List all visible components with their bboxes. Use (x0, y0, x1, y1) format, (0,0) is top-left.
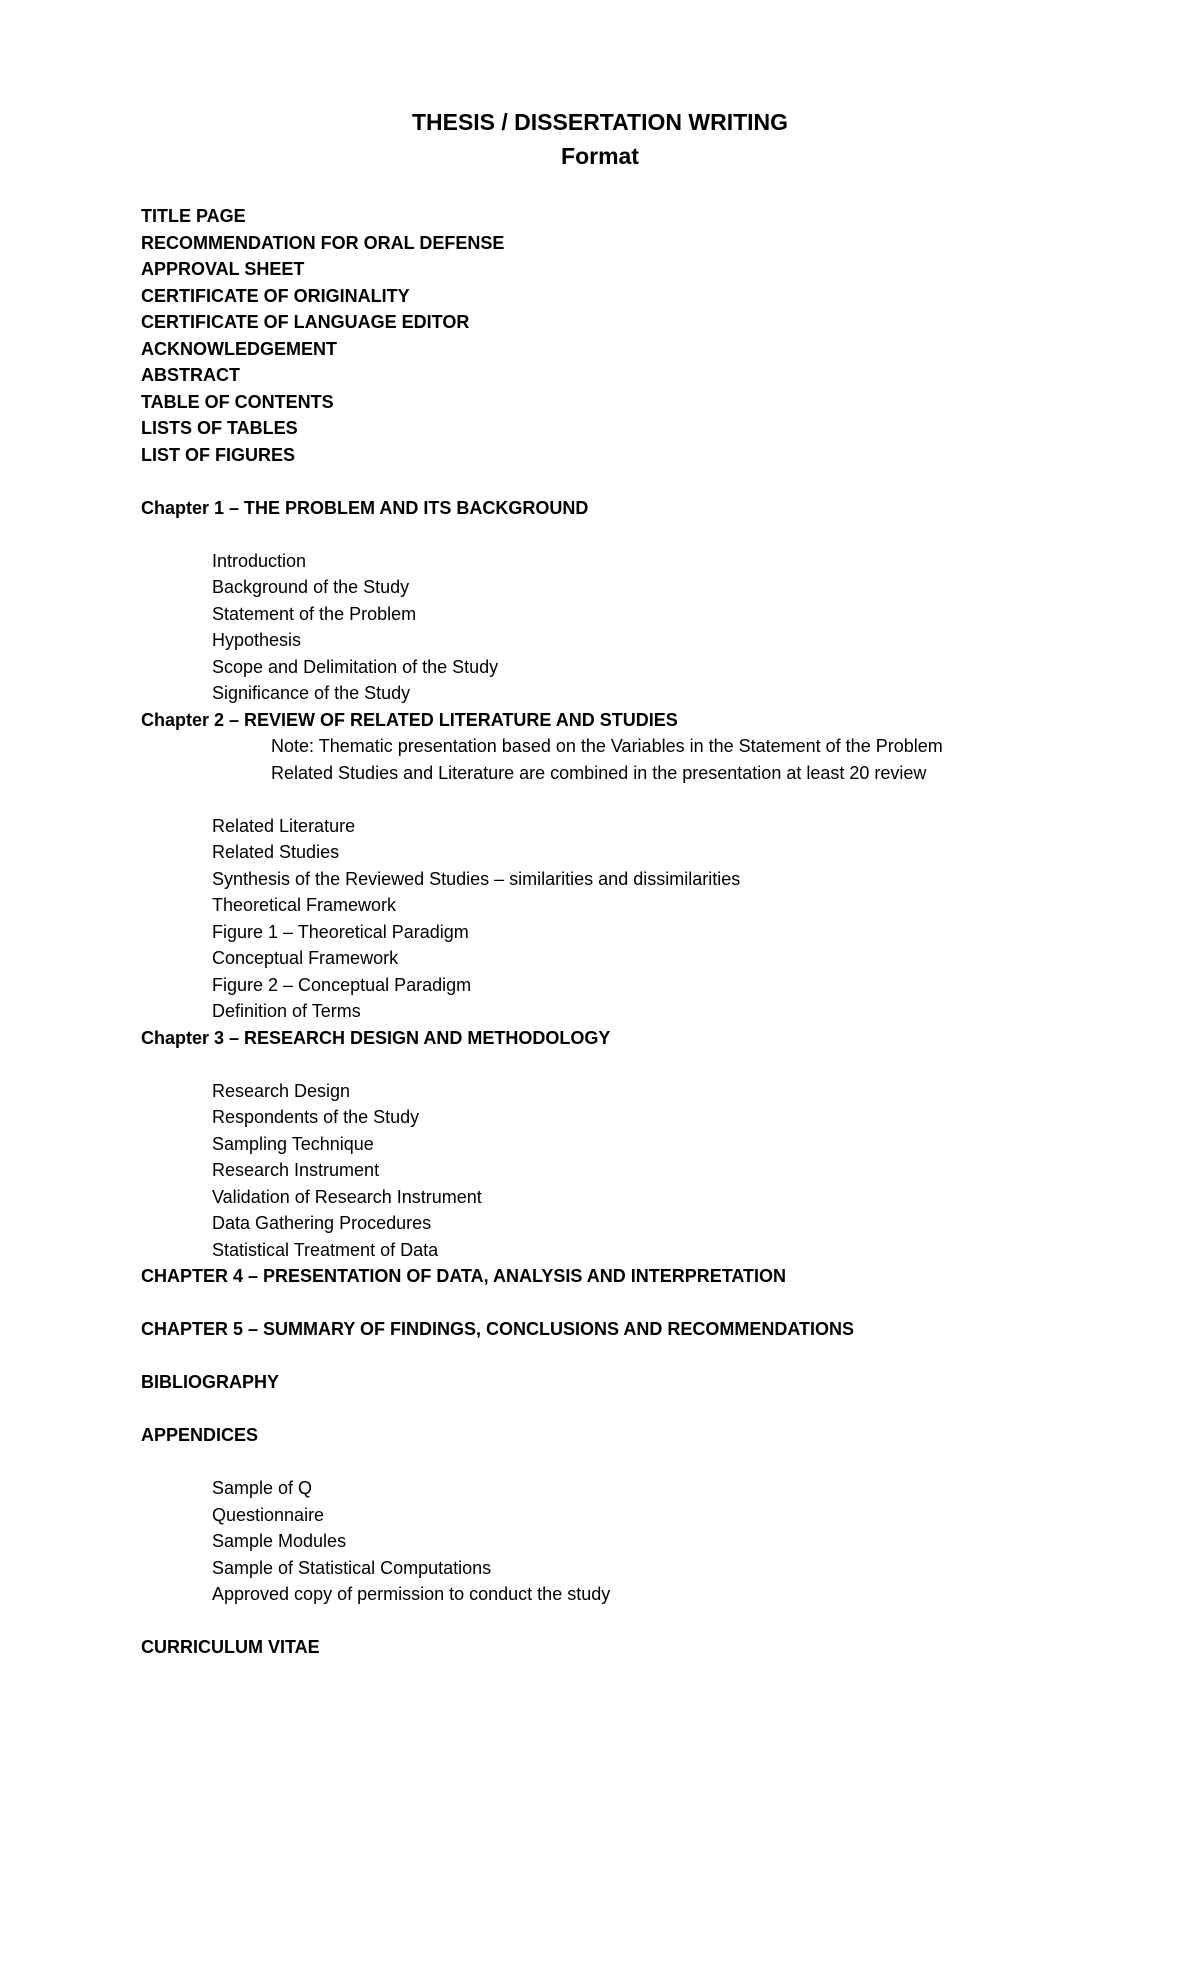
list-item: Research Design (212, 1080, 351, 1101)
list-item: Sample of Statistical Computations (212, 1557, 492, 1578)
chapter-2-note: Note: Thematic presentation based on the Variables in the Statement of the Problem (271, 736, 943, 756)
chapter-3-items (141, 1078, 1141, 1264)
chapter-3-heading: Chapter 3 – RESEARCH DESIGN AND METHODOLOGY (141, 1027, 611, 1048)
list-item: Background of the Study (212, 577, 410, 597)
front-matter-item: RECOMMENDATION FOR ORAL DEFENSE (141, 232, 505, 253)
list-item: Figure 1 – Theoretical Paradigm (212, 921, 469, 942)
list-item: Questionnaire (212, 1504, 325, 1525)
list-item: Scope and Delimitation of the Study (212, 656, 499, 677)
title-block (0, 105, 1200, 173)
list-item: Respondents of the Study (212, 1107, 420, 1127)
document-title: THESIS / DISSERTATION WRITING (411, 109, 789, 135)
spacer (141, 1608, 1141, 1635)
front-matter-item: LIST OF FIGURES (141, 444, 296, 465)
list-item: Sampling Technique (212, 1133, 374, 1154)
chapter-2-note: Related Studies and Literature are combined in the presentation at least 20 review (271, 762, 927, 783)
list-item: Figure 2 – Conceptual Paradigm (212, 974, 472, 995)
document-subtitle: Format (561, 143, 639, 169)
chapter-1-heading: Chapter 1 – THE PROBLEM AND ITS BACKGROUND (141, 497, 589, 518)
spacer (141, 1051, 1141, 1078)
list-item: Statement of the Problem (212, 603, 417, 624)
chapter-2-heading: Chapter 2 – REVIEW OF RELATED LITERATURE AND STUDIES (141, 709, 678, 730)
list-item: Research Instrument (212, 1160, 380, 1180)
front-matter-item: CERTIFICATE OF LANGUAGE EDITOR (141, 312, 470, 332)
list-item: Sample of Q (212, 1478, 313, 1498)
list-item: Related Literature (212, 815, 356, 836)
front-matter-item: TABLE OF CONTENTS (141, 391, 334, 412)
chapter-5-heading: CHAPTER 5 – SUMMARY OF FINDINGS, CONCLUSIONS AND RECOMMENDATIONS (141, 1319, 855, 1339)
list-item: Definition of Terms (212, 1001, 361, 1021)
spacer (141, 1290, 1141, 1317)
list-item: Synthesis of the Reviewed Studies – similarities and dissimilarities (212, 868, 741, 889)
front-matter-list (141, 203, 1141, 468)
front-matter-item: LISTS OF TABLES (141, 418, 298, 438)
bibliography-heading: BIBLIOGRAPHY (141, 1372, 280, 1392)
list-item: Statistical Treatment of Data (212, 1239, 439, 1260)
front-matter-item: ABSTRACT (141, 365, 240, 385)
appendices-items (141, 1475, 1141, 1608)
spacer (141, 786, 1141, 813)
spacer (141, 1343, 1141, 1370)
front-matter-item: ACKNOWLEDGEMENT (141, 338, 337, 359)
list-item: Hypothesis (212, 630, 302, 650)
chapter-1-items (141, 548, 1141, 707)
list-item: Validation of Research Instrument (212, 1186, 482, 1207)
front-matter-item: TITLE PAGE (141, 206, 246, 226)
list-item: Sample Modules (212, 1531, 347, 1551)
spacer (141, 1449, 1141, 1476)
list-item: Related Studies (212, 842, 340, 862)
list-item: Conceptual Framework (212, 948, 399, 968)
curriculum-vitae-heading: CURRICULUM VITAE (141, 1637, 320, 1657)
chapter-4-heading: CHAPTER 4 – PRESENTATION OF DATA, ANALYSIS AND INTERPRETATION (141, 1266, 787, 1286)
list-item: Theoretical Framework (212, 895, 397, 915)
list-item: Significance of the Study (212, 683, 411, 703)
front-matter-item: CERTIFICATE OF ORIGINALITY (141, 285, 410, 306)
outline (141, 203, 1141, 1661)
spacer (141, 521, 1141, 548)
spacer (141, 1396, 1141, 1423)
front-matter-item: APPROVAL SHEET (141, 259, 305, 279)
list-item: Approved copy of permission to conduct the study (212, 1584, 611, 1604)
spacer (141, 468, 1141, 495)
list-item: Data Gathering Procedures (212, 1213, 432, 1233)
chapter-2-items (141, 813, 1141, 1025)
appendices-heading: APPENDICES (141, 1425, 259, 1445)
list-item: Introduction (212, 550, 307, 571)
